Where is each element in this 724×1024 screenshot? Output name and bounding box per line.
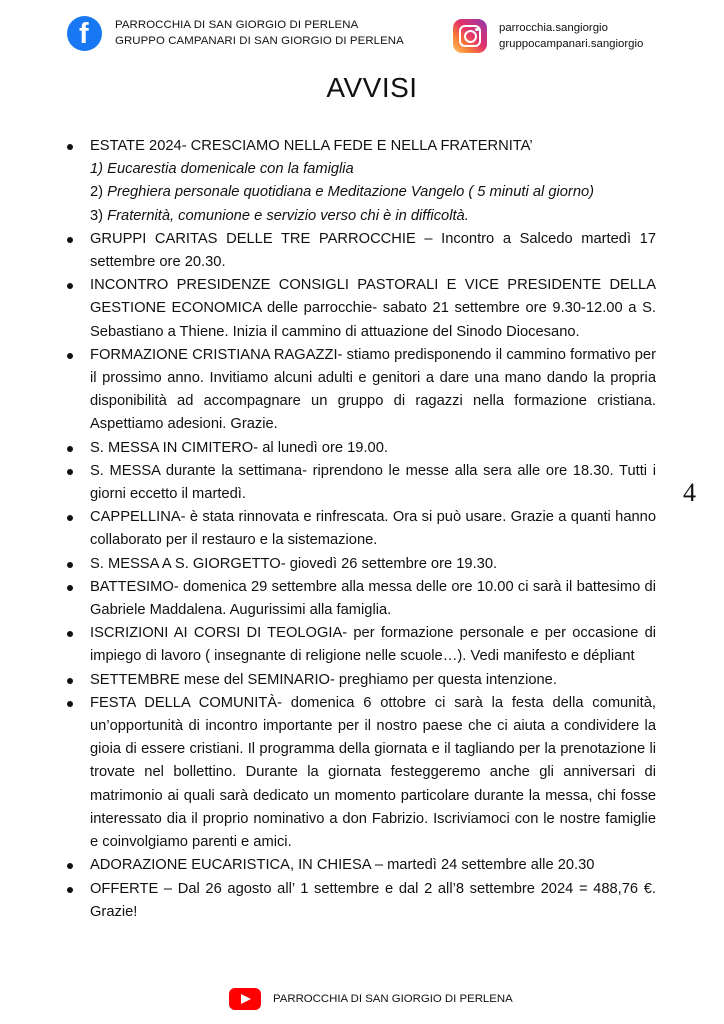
sub-item	[90, 205, 656, 228]
sub-item-number: 1)	[90, 161, 104, 178]
instagram-icon[interactable]	[453, 19, 487, 53]
sub-item-number: 3)	[90, 207, 104, 224]
youtube-icon[interactable]	[229, 988, 261, 1010]
facebook-icon[interactable]: f	[67, 16, 102, 51]
sub-item-text: Eucarestia domenicale con la famiglia	[107, 161, 354, 178]
instagram-handle-parish: parrocchia.sangiorgio	[499, 22, 608, 34]
notice-item: ISCRIZIONI AI CORSI DI TEOLOGIA- per formazione personale e per occasione di impiego di lavoro ( insegnante di religione nelle scuole…). Vedi manifesto e dépliant	[90, 622, 656, 668]
notice-item: INCONTRO PRESIDENZE CONSIGLI PASTORALI E VICE PRESIDENTE DELLA GESTIONE ECONOMICA delle parrocchie- sabato 21 settembre ore 9.30-12.00 a S. Sebastiano a Thiene. Inizia il cammino di attuazione del Sinodo Diocesano.	[90, 274, 656, 344]
facebook-group-name: GRUPPO CAMPANARI DI SAN GIORGIO DI PERLENA	[115, 35, 404, 47]
notice-item: OFFERTE – Dal 26 agosto all’ 1 settembre e dal 2 all’8 settembre 2024 = 488,76 €. Grazie!	[90, 878, 656, 924]
facebook-page-name: PARROCCHIA DI SAN GIORGIO DI PERLENA	[115, 19, 359, 31]
sub-item	[90, 181, 656, 204]
notice-item: S. MESSA IN CIMITERO- al lunedì ore 19.00.	[90, 437, 656, 460]
notice-item: BATTESIMO- domenica 29 settembre alla messa delle ore 10.00 ci sarà il battesimo di Gabriele Maddalena. Augurissimi alla famiglia.	[90, 576, 656, 622]
sub-item-text: Preghiera personale quotidiana e Meditazione Vangelo ( 5 minuti al giorno)	[107, 184, 595, 201]
notice-item	[90, 135, 656, 228]
notice-item: GRUPPI CARITAS DELLE TRE PARROCCHIE – Incontro a Salcedo martedì 17 settembre ore 20.30.	[90, 228, 656, 274]
instagram-handle-bellringers: gruppocampanari.sangiorgio	[499, 38, 644, 50]
notice-item: FESTA DELLA COMUNITÀ- domenica 6 ottobre ci sarà la festa della comunità, un’opportunità di incontro importante per il nostro paese che ci aiuta a condividere la gioia di essere cristiani. Il programma della giornata e il tagliando per la prenotazione li trovate nel bollettino. Durante la giornata festeggeremo anche gli anniversari di matrimonio ai quali sarà dedicato un momento particolare durante la messa, chi fosse interessato dia il proprio nominativo a don Fabrizio. Iscriviamoci con le nostre famiglie e coinvolgiamo parenti e amici.	[90, 692, 656, 854]
sub-item-number: 2)	[90, 184, 104, 201]
page-title: AVVISI	[326, 72, 418, 103]
notice-item: FORMAZIONE CRISTIANA RAGAZZI- stiamo predisponendo il cammino formativo per il prossimo anno. Invitiamo alcuni adulti e genitori a dare una mano dando la propria disponibilità ad accompagnare un gruppo di ragazzi nella formazione cristiana. Aspettiamo adesioni. Grazie.	[90, 344, 656, 437]
page-number: 4	[683, 478, 696, 507]
notice-item: S. MESSA durante la settimana- riprendono le messe alla sera alle ore 18.30. Tutti i giorni eccetto il martedì.	[90, 460, 656, 506]
header-facebook	[67, 15, 404, 51]
notice-item: ADORAZIONE EUCARISTICA, IN CHIESA – martedì 24 settembre alle 20.30	[90, 854, 656, 877]
notice-item: SETTEMBRE mese del SEMINARIO- preghiamo per questa intenzione.	[90, 669, 656, 692]
notice-text: ESTATE 2024- CRESCIAMO NELLA FEDE E NELLA FRATERNITA’	[90, 138, 533, 154]
notice-item: S. MESSA A S. GIORGETTO- giovedì 26 settembre ore 19.30.	[90, 553, 656, 576]
sub-item	[90, 158, 656, 181]
notices-list	[90, 135, 656, 924]
youtube-channel-name: PARROCCHIA DI SAN GIORGIO DI PERLENA	[273, 993, 513, 1005]
notice-item: CAPPELLINA- è stata rinnovata e rinfrescata. Ora si può usare. Grazie a quanti hanno collaborato per il restauro e la sistemazione.	[90, 506, 656, 552]
footer-youtube	[229, 988, 513, 1010]
header-instagram	[453, 18, 643, 54]
sub-item-text: Fraternità, comunione e servizio verso chi è in difficoltà.	[107, 207, 469, 224]
